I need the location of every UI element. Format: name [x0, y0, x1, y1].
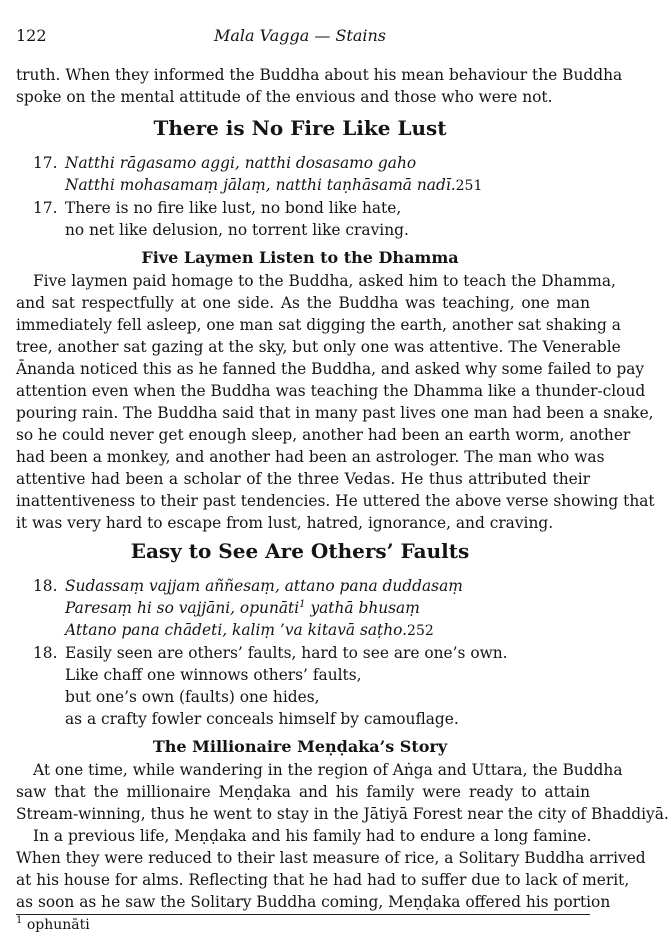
intro-line: spoke on the mental attitude of the envious and those who were not.: [16, 88, 553, 106]
story-line: it was very hard to escape from lust, hatred, ignorance, and craving.: [16, 514, 554, 532]
story-line: attentive had been a scholar of the three Vedas. He thus attributed their: [16, 470, 590, 488]
translation-line: as a crafty fowler conceals himself by camouflage.: [65, 710, 459, 728]
verse-number: 18.: [33, 577, 58, 595]
story-line: so he could never get enough sleep, another had been an earth worm, another: [16, 426, 631, 444]
intro-line: truth. When they informed the Buddha about his mean behaviour the Buddha: [16, 66, 623, 84]
pali-verse-line: [65, 619, 434, 642]
pali-verse-text: Attano pana chādeti, kaliṃ ’va kitavā saṭho.: [65, 621, 408, 639]
story-line: Ānanda noticed this as he fanned the Buddha, and asked why some failed to pay: [16, 360, 645, 378]
story-line: At one time, while wandering in the region of Aṅga and Uttara, the Buddha: [33, 761, 623, 779]
translation-line: but one’s own (faults) one hides,: [65, 688, 320, 706]
pali-verse-line: Natthi rāgasamo aggi, natthi dosasamo gaho: [65, 154, 417, 172]
story-line: attention even when the Buddha was teaching the Dhamma like a thunder-cloud: [16, 382, 646, 400]
translation-line: There is no fire like lust, no bond like hate,: [65, 199, 402, 217]
footnote-marker: 1: [299, 599, 306, 610]
verse-number: 17.: [33, 199, 58, 217]
story-line: In a previous life, Meṇḍaka and his family had to endure a long famine.: [33, 827, 592, 845]
pali-verse-line: [65, 597, 420, 619]
section-heading-lust: There is No Fire Like Lust: [153, 116, 447, 140]
footnote-divider: [16, 914, 590, 915]
footnote: [16, 917, 90, 933]
footnote-text: ophunāti: [22, 917, 90, 933]
story-line: Stream-winning, thus he went to stay in the Jātiyā Forest near the city of Bhaddiyā.: [16, 805, 669, 823]
story-line: saw that the millionaire Meṇḍaka and his family were ready to attain: [16, 783, 590, 801]
section-heading-faults: Easy to See Are Others’ Faults: [130, 539, 470, 563]
story-line: immediately fell asleep, one man sat digging the earth, another sat shaking a: [16, 316, 621, 334]
footnote-marker: 1: [16, 915, 23, 926]
pali-verse-text: Paresaṃ hi so vajjāni, opunāti: [65, 599, 300, 617]
story-title: The Millionaire Meṇḍaka’s Story: [152, 737, 448, 756]
pali-verse-text: Natthi mohasamaṃ jālaṃ, natthi taṇhāsamā nadī.: [65, 176, 456, 194]
verse-reference-number: 252: [407, 623, 434, 639]
translation-line: no net like delusion, no torrent like craving.: [65, 221, 409, 239]
story-line: had been a monkey, and another had been an astrologer. The man who was: [16, 448, 605, 466]
story-line: Five laymen paid homage to the Buddha, asked him to teach the Dhamma,: [33, 272, 616, 290]
verse-reference-number: 251: [455, 178, 483, 194]
story-line: inattentiveness to their past tendencies. He uttered the above verse showing that: [16, 492, 655, 510]
story-line: pouring rain. The Buddha said that in many past lives one man had been a snake,: [16, 404, 654, 422]
page-number: 122: [16, 26, 47, 45]
story-line: tree, another sat gazing at the sky, but only one was attentive. The Venerable: [16, 338, 621, 356]
story-line: as soon as he saw the Solitary Buddha coming, Meṇḍaka offered his portion: [16, 893, 611, 911]
running-title: Mala Vagga — Stains: [213, 26, 387, 45]
pali-verse-text: yathā bhusaṃ: [305, 599, 420, 617]
pali-verse-line: Sudassaṃ vajjam aññesaṃ, attano pana duddasaṃ: [65, 577, 463, 595]
story-line: When they were reduced to their last measure of rice, a Solitary Buddha arrived: [16, 849, 646, 867]
pali-verse-line: [65, 174, 482, 197]
translation-line: Like chaff one winnows others’ faults,: [65, 666, 362, 684]
verse-number: 17.: [33, 154, 58, 172]
story-line: and sat respectfully at one side. As the Buddha was teaching, one man: [16, 294, 590, 312]
story-line: at his house for alms. Reflecting that he had had to suffer due to lack of merit,: [16, 871, 630, 889]
translation-line: Easily seen are others’ faults, hard to see are one’s own.: [65, 644, 508, 662]
verse-number: 18.: [33, 644, 58, 662]
story-title: Five Laymen Listen to the Dhamma: [141, 248, 459, 267]
